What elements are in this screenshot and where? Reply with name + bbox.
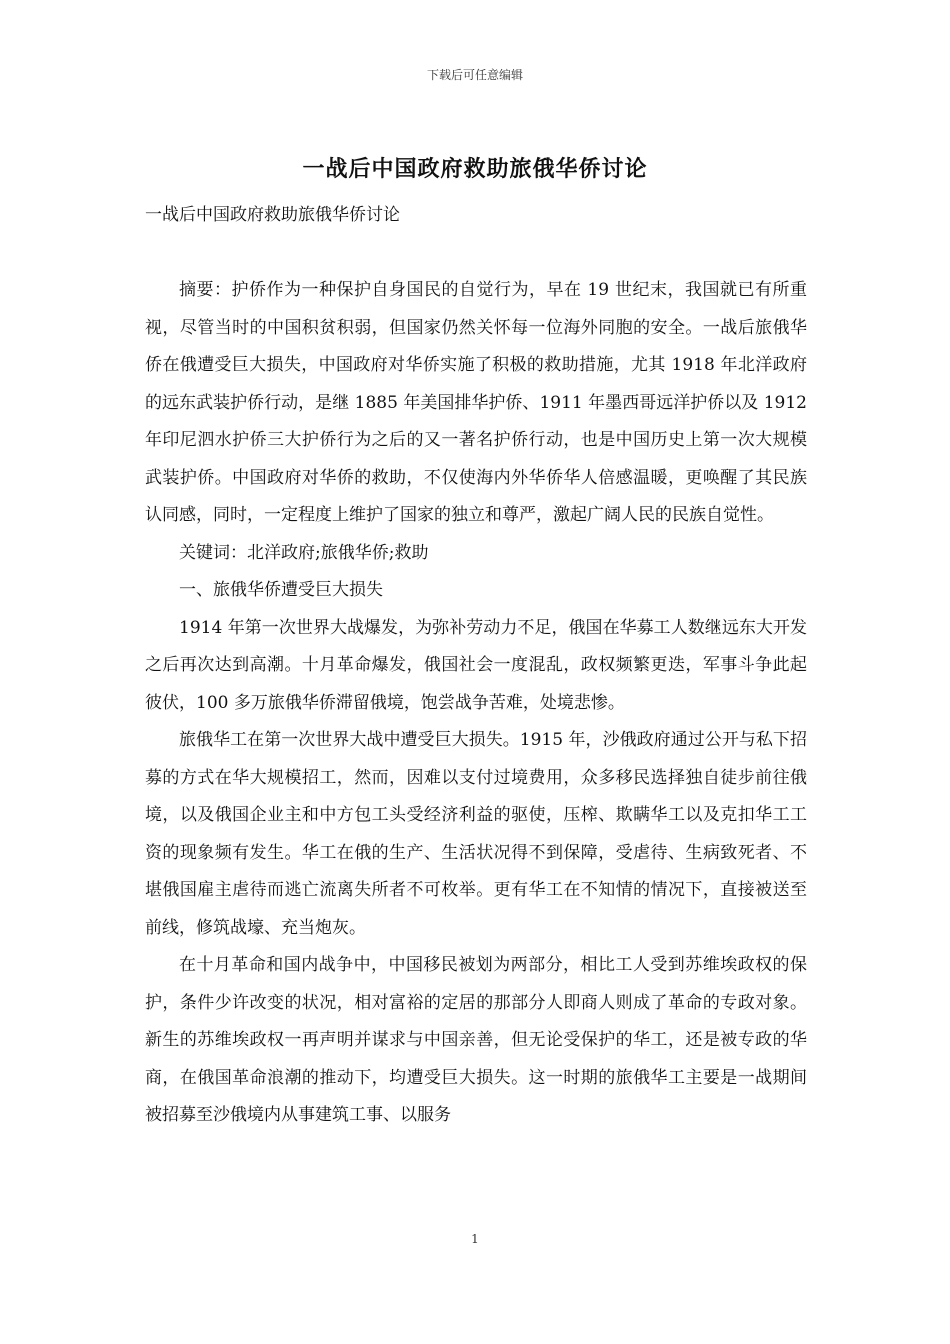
document-subtitle: 一战后中国政府救助旅俄华侨讨论 [145,205,400,225]
document-title: 一战后中国政府救助旅俄华侨讨论 [302,156,648,182]
section-heading: 一、旅俄华侨遭受巨大损失 [179,580,383,600]
abstract-paragraph: 摘要：护侨作为一种保护自身国民的自觉行为，早在 19 世纪末，我国就已有所重视，尽管当时的中国积贫积弱，但国家仍然关怀每一位海外同胞的安全。一战后旅俄华侨在俄遭受巨大损失，中国政府对华侨实施了积极的救助措施，尤其 1918 年北洋政府的远东武装护侨行动，是继 1885 年美国排华护侨、1911 年墨西哥远洋护侨以及 1912 年印尼泗水护侨三大护侨行为之后的又一著名护侨行动，也是中国历史上第一次大规模武装护侨。中国政府对华侨的救助，不仅使海内外华侨华人倍感温暖，更唤醒了其民族认同感，同时，一定程度上维护了国家的独立和尊严，激起广阔人民的民族自觉性。 [145,280,807,525]
body-paragraph: 在十月革命和国内战争中，中国移民被划为两部分，相比工人受到苏维埃政权的保护，条件少许改变的状况，相对富裕的定居的那部分人即商人则成了革命的专政对象。新生的苏维埃政权一再声明并谋求与中国亲善，但无论受保护的华工，还是被专政的华商，在俄国革命浪潮的推动下，均遭受巨大损失。这一时期的旅俄华工主要是一战期间被招募至沙俄境内从事建筑工事、以服务 [145,955,807,1125]
page-header: 下载后可任意编辑 [426,68,523,82]
page-number: 1 [471,1232,479,1246]
document-body [145,272,807,1135]
body-paragraph: 1914 年第一次世界大战爆发，为弥补劳动力不足，俄国在华募工人数继远东大开发之后再次达到高潮。十月革命爆发，俄国社会一度混乱，政权频繁更迭，军事斗争此起彼伏，100 多万旅俄华侨滞留俄境，饱尝战争苦难，处境悲惨。 [145,617,807,713]
keywords-line: 关键词：北洋政府;旅俄华侨;救助 [179,542,429,563]
body-paragraph: 旅俄华工在第一次世界大战中遭受巨大损失。1915 年，沙俄政府通过公开与私下招募的方式在华大规模招工，然而，因难以支付过境费用，众多移民选择独自徒步前往俄境，以及俄国企业主和中方包工头受经济利益的驱使，压榨、欺瞒华工以及克扣华工工资的现象频有发生。华工在俄的生产、生活状况得不到保障，受虐待、生病致死者、不堪俄国雇主虐待而逃亡流离失所者不可枚举。更有华工在不知情的情况下，直接被送至前线，修筑战壕、充当炮灰。 [145,730,807,938]
